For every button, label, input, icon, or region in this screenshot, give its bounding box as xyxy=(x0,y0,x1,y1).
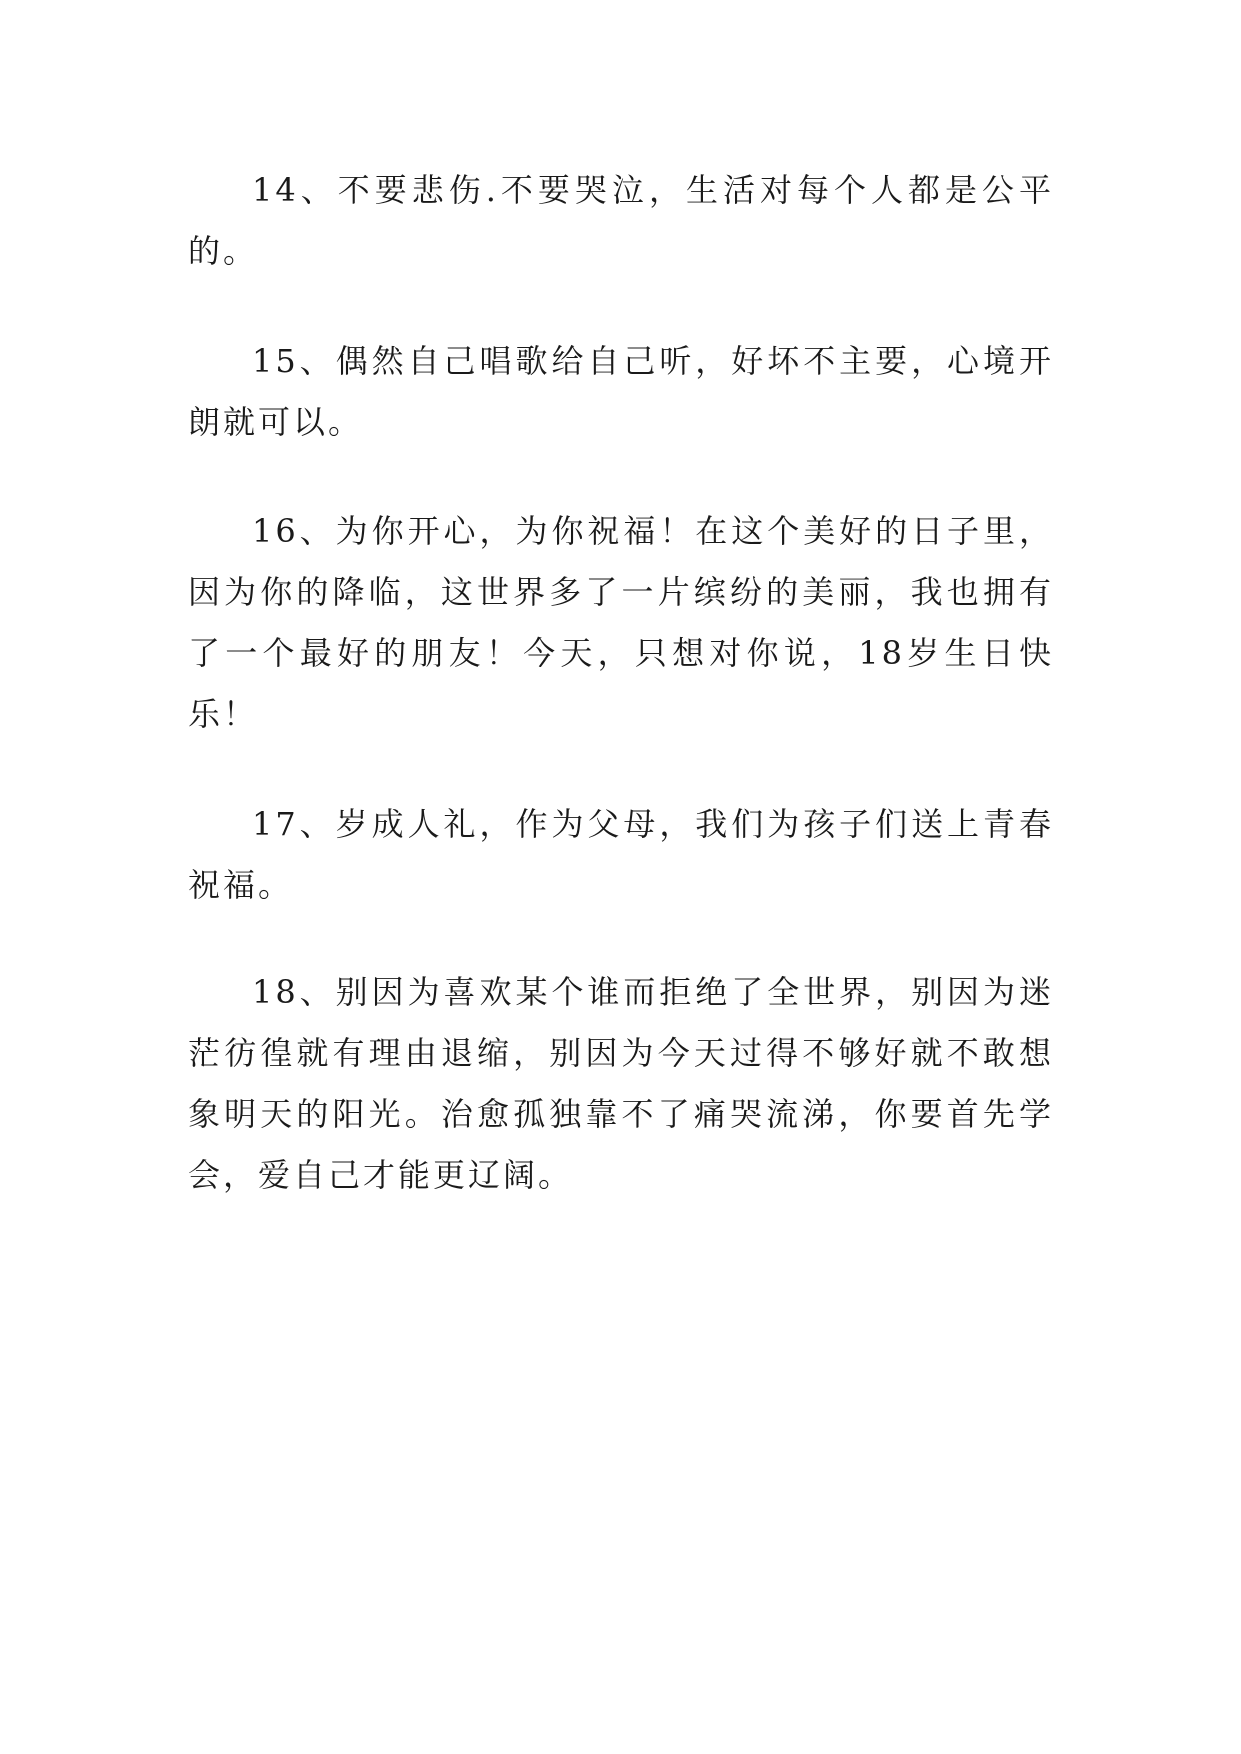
paragraph-18: 18、别因为喜欢某个谁而拒绝了全世界，别因为迷茫彷徨就有理由退缩，别因为今天过得不够好就不敢想象明天的阳光。治愈孤独靠不了痛哭流涕，你要首先学会，爱自己才能更辽阔。 xyxy=(188,973,1054,1194)
paragraph-15: 15、偶然自己唱歌给自己听，好坏不主要，心境开朗就可以。 xyxy=(188,342,1054,441)
paragraph-17: 17、岁成人礼，作为父母，我们为孩子们送上青春祝福。 xyxy=(188,805,1054,904)
document-body xyxy=(188,160,1054,1250)
paragraph-14: 14、不要悲伤.不要哭泣，生活对每个人都是公平的。 xyxy=(188,171,1054,270)
paragraph-16: 16、为你开心，为你祝福！在这个美好的日子里，因为你的降临，这世界多了一片缤纷的美丽，我也拥有了一个最好的朋友！今天，只想对你说，18岁生日快乐！ xyxy=(188,512,1054,733)
